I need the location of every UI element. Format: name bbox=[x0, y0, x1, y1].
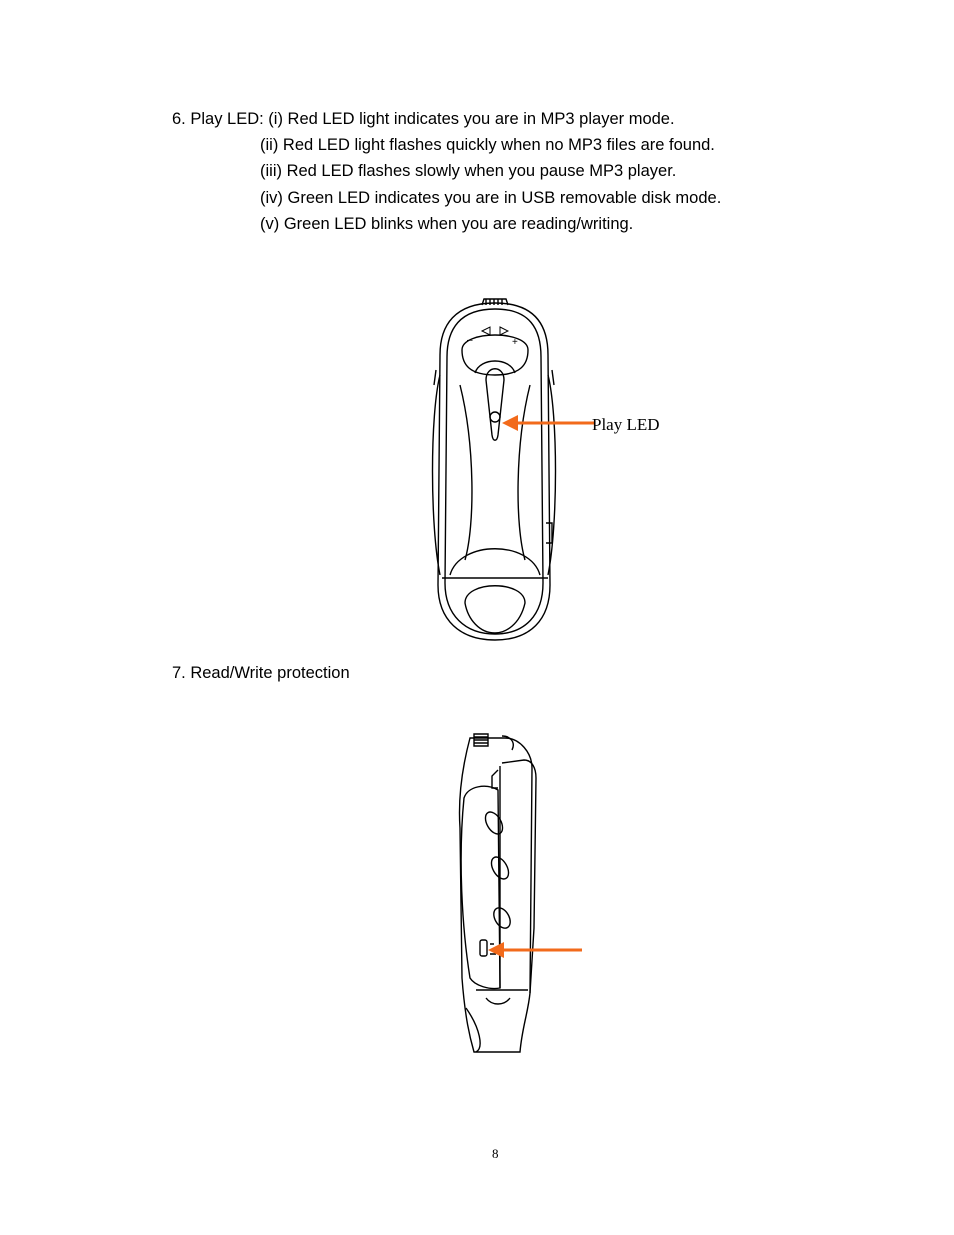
section-6-heading: 6. Play LED: (i) Red LED light indicates you are in MP3 player mode. bbox=[172, 110, 675, 128]
volume-minus-label: – bbox=[467, 335, 473, 346]
player-front-illustration bbox=[420, 295, 570, 645]
section-7-heading: 7. Read/Write protection bbox=[172, 664, 350, 682]
led-item-iii: (iii) Red LED flashes slowly when you pause MP3 player. bbox=[260, 162, 677, 180]
player-side-illustration bbox=[440, 728, 560, 1058]
playback-arrows-icon bbox=[482, 327, 508, 335]
write-protect-arrow bbox=[486, 938, 586, 962]
led-item-v: (v) Green LED blinks when you are reading/writing. bbox=[260, 215, 634, 233]
volume-plus-label: + bbox=[512, 337, 518, 348]
page-number: 8 bbox=[492, 1146, 499, 1161]
play-led-callout: Play LED bbox=[592, 415, 660, 434]
led-item-iv: (iv) Green LED indicates you are in USB removable disk mode. bbox=[260, 189, 722, 207]
play-led-arrow bbox=[500, 412, 600, 436]
led-item-ii: (ii) Red LED light flashes quickly when no MP3 files are found. bbox=[260, 136, 715, 154]
